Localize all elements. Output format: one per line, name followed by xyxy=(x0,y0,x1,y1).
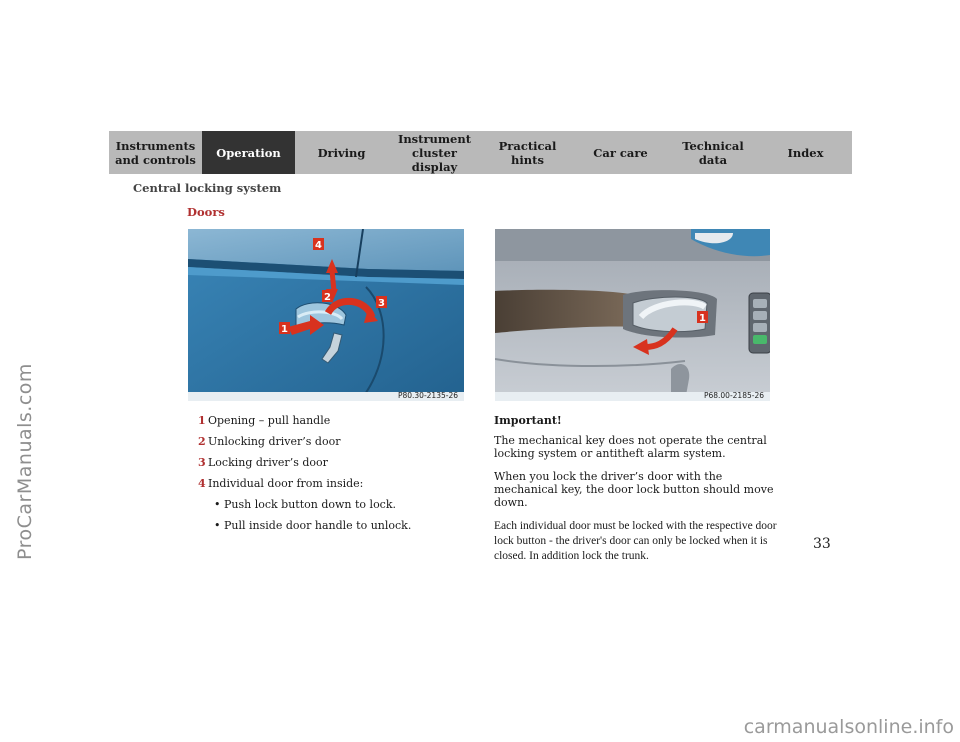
interior-door-illustration xyxy=(495,229,770,401)
item-number: 1 xyxy=(198,414,206,427)
item-text: Unlocking driver’s door xyxy=(208,435,341,448)
callout-1-label: 1 xyxy=(281,324,288,335)
item-number: 3 xyxy=(198,456,206,469)
item-number: 2 xyxy=(198,435,206,448)
item-number: 4 xyxy=(198,477,206,490)
tab-index[interactable]: Index xyxy=(759,131,852,174)
page-number: 33 xyxy=(813,536,831,552)
callout-4-label: 4 xyxy=(315,240,322,251)
tab-car-care[interactable]: Car care xyxy=(574,131,667,174)
callout-right-1-label: 1 xyxy=(699,313,706,324)
figure-code-left: P80.30-2135-26 xyxy=(397,391,458,400)
callout-2-label: 2 xyxy=(324,292,331,303)
item-text: Locking driver’s door xyxy=(208,456,328,469)
tab-instruments-and-controls[interactable]: Instruments and controls xyxy=(109,131,202,174)
bullet-dot: • xyxy=(214,519,221,532)
bullet-text: Pull inside door handle to unlock. xyxy=(224,519,412,532)
list-item xyxy=(198,477,468,490)
figure-interior-door-handle xyxy=(495,229,770,401)
bullet-text: Push lock button down to lock. xyxy=(224,498,397,511)
bullet-item xyxy=(214,498,468,511)
side-watermark: ProCarManuals.com xyxy=(14,363,36,560)
tab-technical-data[interactable]: Technical data xyxy=(667,131,759,174)
subtitle-doors: Doors xyxy=(187,205,225,219)
callout-3-label: 3 xyxy=(378,298,385,309)
tab-practical-hints[interactable]: Practical hints xyxy=(481,131,574,174)
bullet-item xyxy=(214,519,468,532)
item-text: Individual door from inside: xyxy=(208,477,364,490)
item-text: Opening – pull handle xyxy=(208,414,331,427)
callout-legend xyxy=(198,414,468,540)
list-item xyxy=(198,414,468,427)
tab-driving[interactable]: Driving xyxy=(295,131,388,174)
list-item xyxy=(198,435,468,448)
note-paragraph-2: When you lock the driver’s door with the mechanical key, the door lock button should move down. xyxy=(494,470,774,509)
tab-operation[interactable]: Operation xyxy=(202,131,295,174)
note-paragraph-1: The mechanical key does not operate the central locking system or antitheft alarm system. xyxy=(494,434,767,460)
note-paragraph-3: Each individual door must be locked with the respective door lock button - the driver's door can only be locked when it is closed. In addition lock the trunk. xyxy=(494,520,777,562)
exterior-door-illustration xyxy=(188,229,464,401)
chapter-tabs xyxy=(109,131,852,174)
important-notes xyxy=(494,414,784,574)
section-title: Central locking system xyxy=(133,181,282,195)
important-heading: Important! xyxy=(494,414,562,427)
figure-exterior-door-handle xyxy=(188,229,464,401)
bullet-dot: • xyxy=(214,498,221,511)
bottom-watermark: carmanualsonline.info xyxy=(743,716,954,738)
list-item xyxy=(198,456,468,469)
figure-code-right: P68.00-2185-26 xyxy=(703,391,764,400)
tab-instrument-cluster-display[interactable]: Instrument cluster display xyxy=(388,131,481,174)
